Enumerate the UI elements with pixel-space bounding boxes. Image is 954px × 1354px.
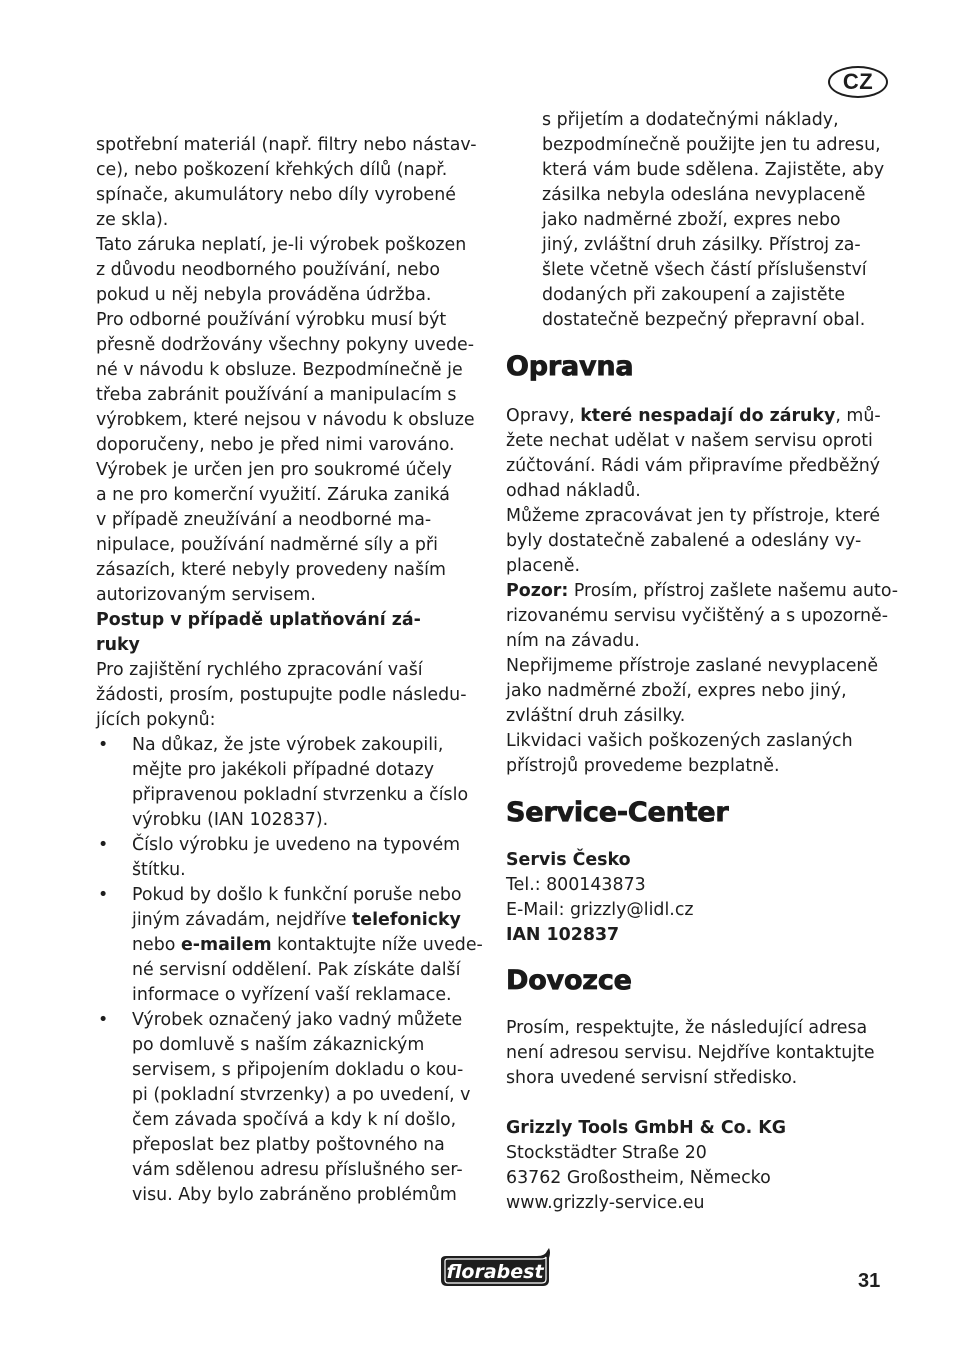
procedure-steps <box>96 733 484 1208</box>
importer-street: Stockstädter Straße 20 <box>506 1143 707 1163</box>
emphasis-phone: telefonicky <box>351 910 461 930</box>
text-line: spotřební materiál (např. filtry nebo nástav- <box>96 135 477 155</box>
importer-note <box>506 1016 898 1091</box>
text-line: ce), nebo poškození křehkých dílů (např. <box>96 160 448 180</box>
text-line: z důvodu neodborného používání, nebo <box>96 260 440 280</box>
text-line: doporučeny, nebo je před nimi varováno. <box>96 435 455 455</box>
repair-heading: Opravna <box>506 351 634 382</box>
left-column <box>96 133 484 1208</box>
right-column <box>506 108 898 1216</box>
heading-line: Postup v případě uplatňování zá- <box>96 610 421 630</box>
text-line: jako nadměrné zboží, expres nebo jiný, <box>506 681 847 701</box>
warranty-text <box>96 133 484 608</box>
list-item <box>96 1008 484 1208</box>
list-item <box>96 883 484 1008</box>
repair-text <box>506 404 898 779</box>
text-line <box>506 579 898 604</box>
text-line: visu. Aby bylo zabráněno problémům <box>132 1185 457 1205</box>
text-line: s přijetím a dodatečnými náklady, <box>542 110 839 130</box>
text-segment: kontaktujte níže uvede- <box>271 935 483 955</box>
text-line: jako nadměrné zboží, expres nebo <box>542 210 841 230</box>
text-line: Číslo výrobku je uvedeno na typovém <box>132 835 461 855</box>
text-line: Nepřijmeme přístroje zaslané nevyplaceně <box>506 656 879 676</box>
emphasis-email: e-mailem <box>180 935 272 955</box>
text-line: zásilka nebyla odeslána nevyplaceně <box>542 185 866 205</box>
text-line: není adresou servisu. Nejdříve kontaktujte <box>506 1043 875 1063</box>
text-line: rizovanému servisu vyčištěný a s upozorně- <box>506 606 889 626</box>
text-segment: nebo <box>132 935 181 955</box>
text-line: žádosti, prosím, postupujte podle následu- <box>96 685 467 705</box>
text-line: po domluvě s naším zákaznickým <box>132 1035 425 1055</box>
service-phone: Tel.: 800143873 <box>506 875 646 895</box>
logo-text: florabest <box>446 1261 544 1283</box>
text-line: Pro odborné používání výrobku musí být <box>96 310 447 330</box>
text-line: zvláštní druh zásilky. <box>506 706 686 726</box>
list-item <box>96 733 484 833</box>
heading-line: ruky <box>96 635 140 655</box>
bullet-icon: • <box>98 735 109 755</box>
text-line: zúčtování. Rádi vám připravíme předběžný <box>506 456 881 476</box>
text-line: byly dostatečně zabalené a odeslány vy- <box>506 531 862 551</box>
text-line: Můžeme zpracovávat jen ty přístroje, které <box>506 506 881 526</box>
text-line: zásazích, které nebyly provedeny naším <box>96 560 446 580</box>
text-segment: Prosím, přístroj zašlete našemu auto- <box>568 581 899 601</box>
text-line: ze skla). <box>96 210 169 230</box>
text-line: dostatečně bezpečný přepravní obal. <box>542 310 866 330</box>
bullet-icon: • <box>98 885 109 905</box>
text-line: pokud u něj nebyla prováděna údržba. <box>96 285 432 305</box>
text-line: pi (pokladní stvrzenky) a po uvedení, v <box>132 1085 471 1105</box>
text-line: v případě zneužívání a neodborné ma- <box>96 510 432 530</box>
text-line: připravenou pokladní stvrzenku a číslo <box>132 785 469 805</box>
text-line: Likvidaci vašich poškozených zaslaných <box>506 731 853 751</box>
text-line: dodaných při zakoupení a zajistěte <box>542 285 846 305</box>
text-line: čem závada spočívá a kdy k ní došlo, <box>132 1110 457 1130</box>
text-line: nipulace, používání nadměrné síly a při <box>96 535 438 555</box>
text-line: výrobkem, které nejsou v návodu k obsluze <box>96 410 475 430</box>
importer-heading: Dovozce <box>506 965 632 996</box>
text-line: Na důkaz, že jste výrobek zakoupili, <box>132 735 444 755</box>
importer-city: 63762 Großostheim, Německo <box>506 1168 771 1188</box>
text-segment: jiným závadám, nejdříve <box>132 910 352 930</box>
text-line: shora uvedené servisní středisko. <box>506 1068 798 1088</box>
service-ian: IAN 102837 <box>506 925 620 945</box>
text-line: výrobku (IAN 102837). <box>132 810 329 830</box>
text-line: která vám bude sdělena. Zajistěte, aby <box>542 160 885 180</box>
text-line: Pokud by došlo k funkční poruše nebo <box>132 885 462 905</box>
text-line <box>132 933 484 958</box>
text-line: štítku. <box>132 860 186 880</box>
text-line: Tato záruka neplatí, je-li výrobek poškozen <box>96 235 467 255</box>
text-line: žete nechat udělat v našem servisu oproti <box>506 431 873 451</box>
procedure-intro <box>96 658 484 733</box>
text-line: Pro zajištění rychlého zpracování vaší <box>96 660 423 680</box>
florabest-logo-icon <box>437 1246 553 1290</box>
text-line: šlete včetně všech částí příslušenství <box>542 260 867 280</box>
text-line: autorizovaným servisem. <box>96 585 316 605</box>
emphasis-not-warranty: které nespadají do záruky <box>580 406 836 426</box>
pozor-label: Pozor: <box>506 581 569 601</box>
continuation-text <box>506 108 898 333</box>
text-line: třeba zabránit používání a manipulacím s <box>96 385 457 405</box>
service-country: Servis Česko <box>506 850 631 870</box>
text-line: Prosím, respektujte, že následující adresa <box>506 1018 868 1038</box>
text-segment: , mů- <box>835 406 881 426</box>
text-line: né servisní oddělení. Pak získáte další <box>132 960 461 980</box>
text-line: informace o vyřízení vaší reklamace. <box>132 985 452 1005</box>
page-number: 31 <box>858 1270 881 1292</box>
text-line: bezpodmínečně použijte jen tu adresu, <box>542 135 881 155</box>
language-badge: CZ <box>828 66 888 98</box>
text-line: a ne pro komerční využití. Záruka zaniká <box>96 485 450 505</box>
text-line: odhad nákladů. <box>506 481 641 501</box>
text-line: přeposlat bez platby poštovného na <box>132 1135 445 1155</box>
text-line: placeně. <box>506 556 581 576</box>
florabest-logo <box>437 1246 553 1290</box>
text-line <box>132 908 484 933</box>
text-line: Výrobek označený jako vadný můžete <box>132 1010 463 1030</box>
service-center-heading: Service-Center <box>506 797 729 828</box>
text-line: vám sdělenou adresu příslušného ser- <box>132 1160 463 1180</box>
text-line: servisem, s připojením dokladu o kou- <box>132 1060 464 1080</box>
bullet-icon: • <box>98 835 109 855</box>
text-segment: Opravy, <box>506 406 581 426</box>
text-line: spínače, akumulátory nebo díly vyrobené <box>96 185 456 205</box>
text-line: ním na závadu. <box>506 631 640 651</box>
text-line: né v návodu k obsluze. Bezpodmínečně je <box>96 360 463 380</box>
list-item <box>96 833 484 883</box>
importer-website: www.grizzly-service.eu <box>506 1193 705 1213</box>
text-line: Výrobek je určen jen pro soukromé účely <box>96 460 452 480</box>
procedure-heading <box>96 608 484 658</box>
text-line: jících pokynů: <box>96 710 216 730</box>
text-line <box>506 404 898 429</box>
service-contact <box>506 848 898 948</box>
text-line: přístrojů provedeme bezplatně. <box>506 756 780 776</box>
service-email: E-Mail: grizzly@lidl.cz <box>506 900 694 920</box>
text-line: jiný, zvláštní druh zásilky. Přístroj za- <box>542 235 861 255</box>
text-line: mějte pro jakékoli případné dotazy <box>132 760 434 780</box>
bullet-icon: • <box>98 1010 109 1030</box>
importer-address <box>506 1116 898 1216</box>
text-line: přesně dodržovány všechny pokyny uvede- <box>96 335 475 355</box>
importer-company: Grizzly Tools GmbH & Co. KG <box>506 1118 787 1138</box>
